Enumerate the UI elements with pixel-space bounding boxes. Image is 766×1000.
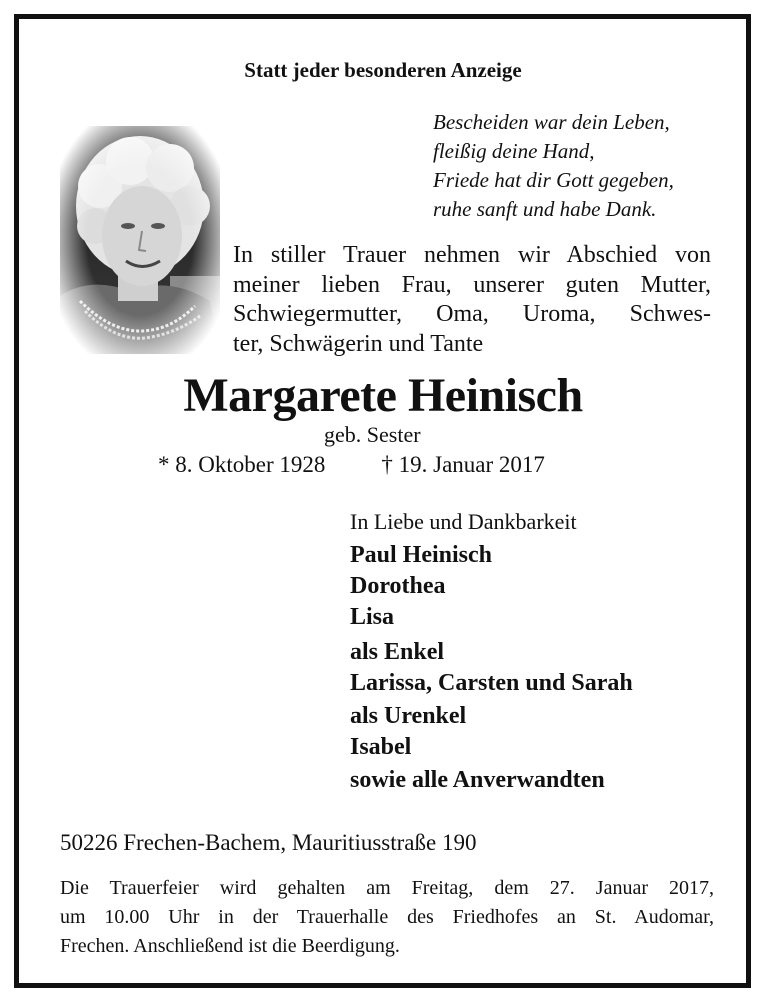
intro-line: In stiller Trauer nehmen wir Abschied von xyxy=(233,242,711,268)
mourner-line: Isabel xyxy=(350,734,412,760)
death-date: † 19. Januar 2017 xyxy=(381,452,545,477)
mourner-line: Dorothea xyxy=(350,573,446,599)
birth-date: * 8. Oktober 1928 xyxy=(158,452,326,477)
intro-line: ter, Schwägerin und Tante xyxy=(233,330,484,357)
funeral-line: um 10.00 Uhr in der Trauerhalle des Friedhofes an St. Audomar, xyxy=(60,906,714,928)
address: 50226 Frechen-Bachem, Mauritiusstraße 190 xyxy=(60,830,477,855)
mourners-intro: In Liebe und Dankbarkeit xyxy=(350,509,577,534)
poem-line: fleißig deine Hand, xyxy=(433,139,595,163)
poem-line: Bescheiden war dein Leben, xyxy=(433,110,670,134)
mourner-line: sowie alle Anverwandten xyxy=(350,767,605,793)
poem-line: Friede hat dir Gott gegeben, xyxy=(433,168,674,192)
portrait-photo-icon xyxy=(60,126,220,354)
mourner-line: Paul Heinisch xyxy=(350,542,493,568)
birth-name: geb. Sester xyxy=(324,422,421,447)
poem xyxy=(433,108,674,224)
funeral-info xyxy=(60,874,714,961)
mourner-line: Lisa xyxy=(350,604,395,630)
funeral-line: Die Trauerfeier wird gehalten am Freitag, dem 27. Januar 2017, xyxy=(60,877,714,899)
mourner-line: Larissa, Carsten und Sarah xyxy=(350,670,633,696)
funeral-line: Frechen. Anschließend ist die Beerdigung. xyxy=(60,935,400,957)
header-title: Statt jeder besonderen Anzeige xyxy=(244,58,522,82)
deceased-name: Margarete Heinisch xyxy=(183,369,583,422)
intro-line: Schwiegermutter, Oma, Uroma, Schwes- xyxy=(233,301,711,327)
intro-line: meiner lieben Frau, unserer guten Mutter, xyxy=(233,271,711,298)
intro-text xyxy=(233,241,711,359)
poem-line: ruhe sanft und habe Dank. xyxy=(433,197,657,221)
mourner-line: als Enkel xyxy=(350,639,445,665)
mourner-line: als Urenkel xyxy=(350,703,467,729)
mourners-list xyxy=(350,542,633,798)
life-dates xyxy=(158,452,545,478)
